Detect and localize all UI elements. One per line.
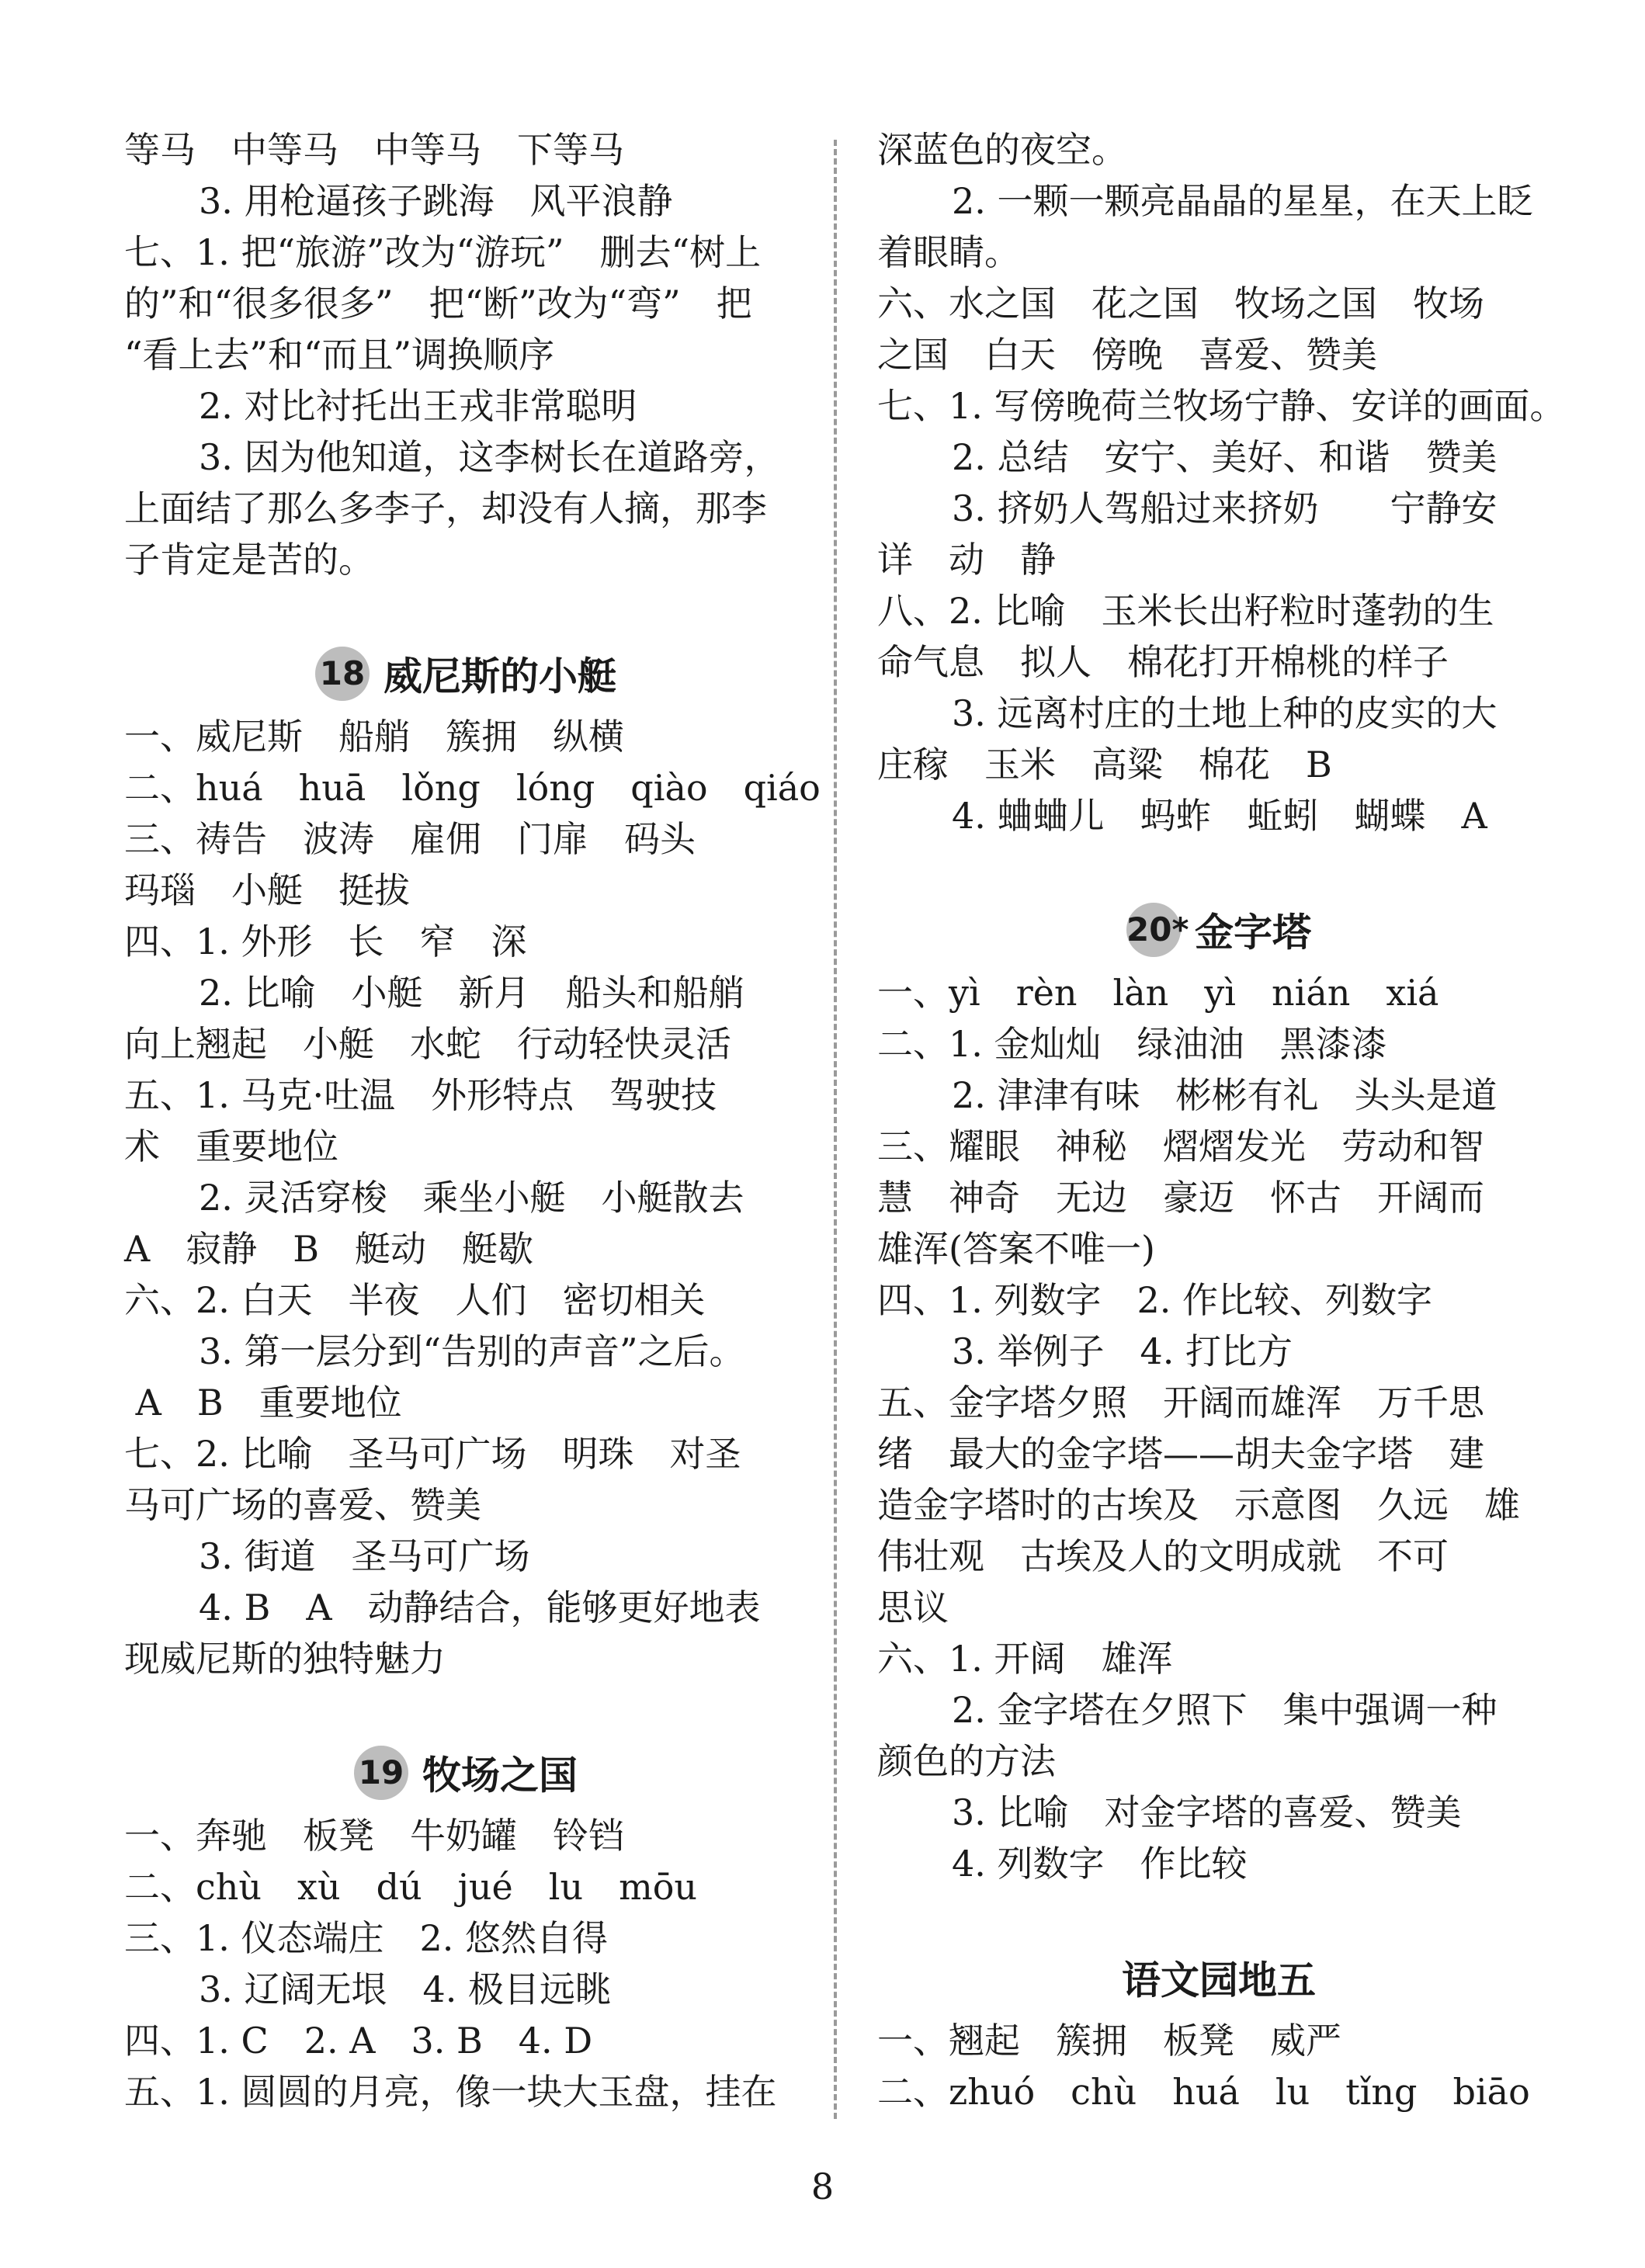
- answer-line: 术 重要地位: [124, 1125, 338, 1167]
- lesson-title: 威尼斯的小艇: [383, 654, 616, 699]
- section-spacer: [877, 1889, 1560, 1940]
- answer-line: 六、1. 开阔 雄浑: [877, 1638, 1173, 1680]
- answer-line: 二、zhuó chù huá lu tǐng biāo: [877, 2071, 1530, 2113]
- answer-line: 思议: [877, 1587, 949, 1628]
- answer-line: 子肯定是苦的。: [124, 539, 374, 581]
- lesson-heading: [124, 636, 807, 711]
- answer-line: 2. 金字塔在夕照下 集中强调一种: [952, 1689, 1498, 1731]
- lesson-heading: [124, 1736, 807, 1810]
- answer-line: 造金字塔时的古埃及 示意图 久远 雄: [877, 1484, 1520, 1526]
- lesson-title: 牧场之国: [422, 1753, 578, 1798]
- answer-line: 八、2. 比喻 玉米长出籽粒时蓬勃的生: [877, 590, 1494, 632]
- answer-line: 一、yì rèn làn yì nián xiá: [877, 972, 1439, 1014]
- page-number: 8: [810, 2166, 835, 2207]
- column-divider: [834, 140, 837, 2119]
- answer-line: 3. 举例子 4. 打比方: [952, 1330, 1293, 1372]
- answer-line: 上面结了那么多李子，却没有人摘，那李: [124, 487, 767, 529]
- lesson-number-badge: 20*: [1126, 903, 1181, 957]
- answer-line: 命气息 拟人 棉花打开棉桃的样子: [877, 641, 1449, 683]
- answer-line: 3. 街道 圣马可广场: [199, 1535, 530, 1577]
- answer-line: 3. 比喻 对金字塔的喜爱、赞美: [952, 1791, 1462, 1833]
- answer-line: 2. 对比衬托出王戎非常聪明: [199, 385, 637, 427]
- section-spacer: [877, 841, 1560, 893]
- answer-line: 2. 灵活穿梭 乘坐小艇 小艇散去: [199, 1177, 744, 1219]
- answer-line: 马可广场的喜爱、赞美: [124, 1484, 481, 1526]
- answer-line: 庄稼 玉米 高粱 棉花 B: [877, 744, 1332, 785]
- answer-line: A B 重要地位: [124, 1382, 402, 1424]
- answer-line: 2. 津津有味 彬彬有礼 头头是道: [952, 1074, 1498, 1116]
- left-column: [124, 124, 821, 2117]
- answer-line: 六、水之国 花之国 牧场之国 牧场: [877, 283, 1484, 324]
- answer-line: 等马 中等马 中等马 下等马: [124, 129, 624, 171]
- answer-line: 一、奔驰 板凳 牛奶罐 铃铛: [124, 1815, 624, 1857]
- answer-line: 3. 因为他知道，这李树长在道路旁，: [199, 436, 780, 478]
- answer-line: 4. B A 动静结合，能够更好地表: [199, 1587, 761, 1628]
- answer-line: 4. 蛐蛐儿 蚂蚱 蚯蚓 蝴蝶 A: [952, 795, 1487, 837]
- right-column: [877, 124, 1566, 2117]
- answer-line: 向上翘起 小艇 水蛇 行动轻快灵活: [124, 1023, 731, 1065]
- answer-line: 现威尼斯的独特魅力: [124, 1638, 446, 1680]
- answer-line: 雄浑(答案不唯一): [877, 1228, 1155, 1270]
- lesson-heading: [877, 893, 1560, 967]
- lesson-number-badge: 18: [315, 647, 370, 701]
- answer-line: 二、chù xù dú jué lu mōu: [124, 1866, 698, 1908]
- answer-line: 二、huá huā lǒng lóng qiào qiáo: [124, 767, 821, 809]
- section-spacer: [124, 585, 807, 636]
- answer-line: 七、2. 比喻 圣马可广场 明珠 对圣: [124, 1433, 741, 1475]
- answer-line: 一、威尼斯 船艄 簇拥 纵横: [124, 716, 624, 758]
- lesson-title: 金字塔: [1195, 910, 1311, 955]
- answer-line: 着眼睛。: [877, 231, 1020, 273]
- answer-line: 伟壮观 古埃及人的文明成就 不可: [877, 1535, 1449, 1577]
- answer-line: 六、2. 白天 半夜 人们 密切相关: [124, 1279, 706, 1321]
- section-spacer: [124, 1684, 807, 1736]
- lesson-title: 语文园地五: [1122, 1958, 1316, 2003]
- answer-line: 颜色的方法: [877, 1740, 1056, 1782]
- answer-line: 的”和“很多很多” 把“断”改为“弯” 把: [124, 283, 752, 324]
- answer-line: 3. 挤奶人驾船过来挤奶 宁静安: [952, 487, 1498, 529]
- lesson-number-badge: 19: [354, 1746, 408, 1800]
- answer-line: 七、1. 把“旅游”改为“游玩” 删去“树上: [124, 231, 762, 273]
- answer-line: 五、金字塔夕照 开阔而雄浑 万千思: [877, 1382, 1484, 1424]
- answer-line: 2. 总结 安宁、美好、和谐 赞美: [952, 436, 1498, 478]
- answer-line: 三、祷告 波涛 雇佣 门扉 码头: [124, 818, 696, 860]
- answer-line: 一、翘起 簇拥 板凳 威严: [877, 2020, 1341, 2062]
- answer-line: 五、1. 马克·吐温 外形特点 驾驶技: [124, 1074, 717, 1116]
- answer-line: 深蓝色的夜空。: [877, 129, 1127, 171]
- answer-line: 七、1. 写傍晚荷兰牧场宁静、安详的画面。: [877, 385, 1566, 427]
- answer-line: 慧 神奇 无边 豪迈 怀古 开阔而: [877, 1177, 1484, 1219]
- answer-line: 二、1. 金灿灿 绿油油 黑漆漆: [877, 1023, 1387, 1065]
- answer-line: 三、1. 仪态端庄 2. 悠然自得: [124, 1917, 609, 1959]
- answer-line: 4. 列数字 作比较: [952, 1843, 1248, 1885]
- answer-line: 2. 比喻 小艇 新月 船头和船艄: [199, 972, 744, 1014]
- answer-line: 绪 最大的金字塔——胡夫金字塔 建: [877, 1433, 1484, 1475]
- answer-line: 玛瑙 小艇 挺拔: [124, 869, 410, 911]
- answer-line: 详 动 静: [877, 539, 1056, 581]
- answer-line: 之国 白天 傍晚 喜爱、赞美: [877, 334, 1377, 376]
- lesson-heading: [877, 1940, 1560, 2015]
- answer-line: 3. 用枪逼孩子跳海 风平浪静: [199, 180, 673, 222]
- answer-line: 3. 辽阔无垠 4. 极目远眺: [199, 1968, 612, 2010]
- answer-line: “看上去”和“而且”调换顺序: [124, 334, 555, 376]
- answer-line: 四、1. 外形 长 窄 深: [124, 921, 527, 962]
- answer-line: 四、1. 列数字 2. 作比较、列数字: [877, 1279, 1433, 1321]
- answer-line: 3. 第一层分到“告别的声音”之后。: [199, 1330, 745, 1372]
- answer-line: 四、1. C 2. A 3. B 4. D: [124, 2020, 593, 2062]
- answer-line: 3. 远离村庄的土地上种的皮实的大: [952, 692, 1498, 734]
- answer-line: 五、1. 圆圆的月亮，像一块大玉盘，挂在: [124, 2071, 777, 2113]
- answer-line: A 寂静 B 艇动 艇歇: [124, 1228, 534, 1270]
- answer-line: 2. 一颗一颗亮晶晶的星星，在天上眨: [952, 180, 1533, 222]
- answer-line: 三、耀眼 神秘 熠熠发光 劳动和智: [877, 1125, 1484, 1167]
